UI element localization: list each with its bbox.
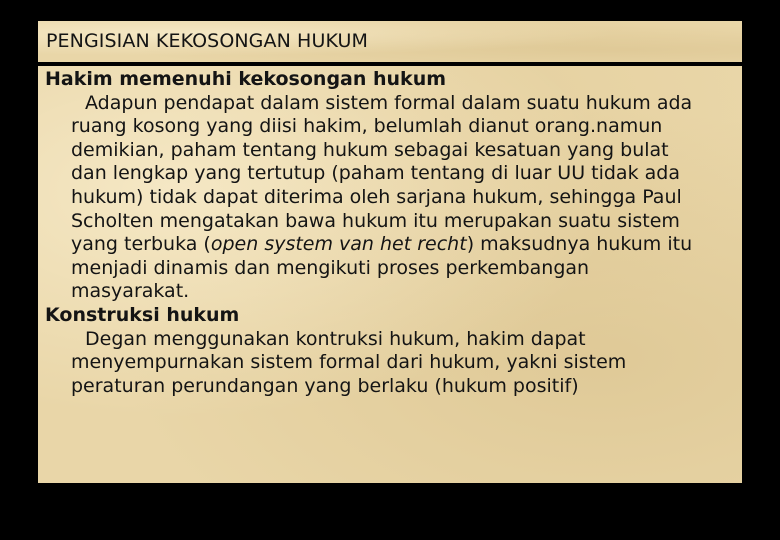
paragraph-line: peraturan perundangan yang berlaku (hukum positif) (71, 374, 579, 397)
paragraph-line: demikian, paham tentang hukum sebagai kesatuan yang bulat (71, 138, 669, 161)
page-title: PENGISIAN KEKOSONGAN HUKUM (46, 30, 369, 52)
italic-term: open system van het recht (210, 233, 467, 256)
paragraph-line: ruang kosong yang diisi hakim, belumlah dianut orang.namun (71, 115, 663, 138)
section-heading-hakim: Hakim memenuhi kekosongan hukum (45, 68, 447, 90)
paragraph-hakim (45, 92, 728, 304)
paragraph-line-mixed (71, 233, 728, 257)
paragraph-line: dan lengkap yang tertutup (paham tentang di luar UU tidak ada (71, 162, 680, 185)
paragraph-line: hukum) tidak dapat diterima oleh sarjana hukum, sehingga Paul (71, 185, 682, 208)
paragraph-line: masyarakat. (71, 280, 190, 303)
paragraph-line: Adapun pendapat dalam sistem formal dalam suatu hukum ada (85, 91, 693, 114)
paragraph-line: menyempurnakan sistem formal dari hukum, yakni sistem (71, 351, 627, 374)
paragraph-konstruksi (45, 328, 728, 399)
section-heading-konstruksi: Konstruksi hukum (45, 303, 240, 326)
text-segment: yang terbuka ( (71, 233, 211, 256)
paragraph-line: Scholten mengatakan bawa hukum itu merupakan suatu sistem (71, 209, 680, 232)
text-segment: ) maksudnya hukum itu (466, 233, 693, 256)
paragraph-line: Degan menggunakan kontruksi hukum, hakim dapat (85, 327, 586, 350)
title-box (38, 21, 742, 62)
content-box (38, 66, 742, 483)
paragraph-line: menjadi dinamis dan mengikuti proses perkembangan (71, 256, 590, 279)
